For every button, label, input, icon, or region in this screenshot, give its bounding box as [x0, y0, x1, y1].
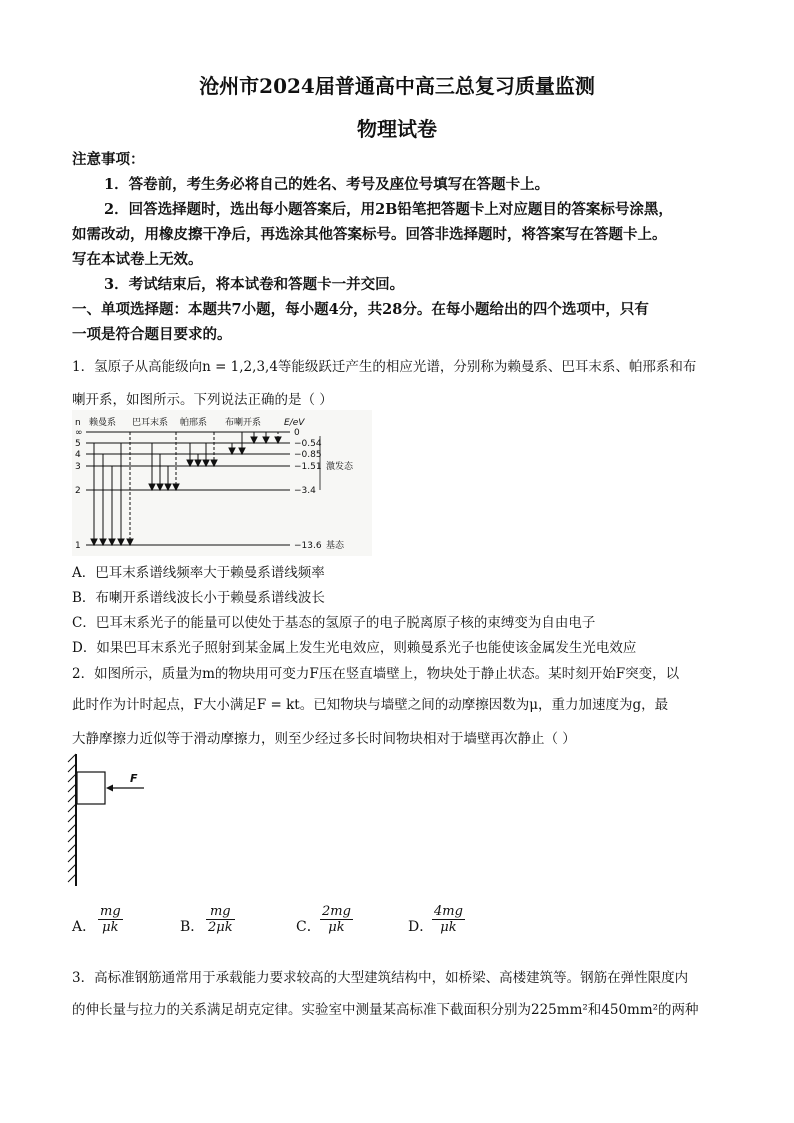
ground-state-label: 基态 [326, 541, 345, 551]
level-energy-3: −1.51 [294, 462, 322, 472]
level-energy-4: −0.85 [294, 450, 322, 460]
notice-item-2-cont: 如需改动，用橡皮擦干净后，再选涂其他答案标号。回答非选择题时，将答案写在答题卡上。 [72, 226, 667, 243]
level-n-inf: ∞ [75, 428, 83, 438]
level-n-2: 2 [75, 486, 81, 496]
excited-state-label: 激发态 [326, 462, 354, 472]
section-heading-cont: 一项是符合题目要求的。 [72, 326, 232, 343]
notice-item-2-cont2: 写在本试卷上无效。 [72, 251, 203, 268]
q2-option-c-fraction: $\frac{2mg}{\mu k}$ [322, 904, 351, 935]
notice-item-3: 3．考试结束后，将本试卷和答题卡一并交回。 [104, 276, 405, 293]
q2-stem-cont2: 大静摩擦力近似等于滑动摩擦力，则至少经过多长时间物块相对于墙壁再次静止（ ） [72, 731, 576, 747]
q1-stem-cont: 喇开系，如图所示。下列说法正确的是（ ） [72, 392, 333, 408]
notice-heading: 注意事项： [72, 151, 145, 168]
series-label-balmer: 巴耳末系 [132, 418, 169, 428]
q2-option-d-fraction: $\frac{4mg}{\mu k}$ [434, 904, 463, 935]
notice-item-1: 1．答卷前，考生务必将自己的姓名、考号及座位号填写在答题卡上。 [104, 176, 550, 193]
q2-option-b-fraction: $\frac{mg}{2\mu k}$ [208, 904, 233, 935]
q2-stem: 2．如图所示，质量为m的物块用可变力F压在竖直墙壁上，物块处于静止状态。某时刻开始F突变，以 [72, 666, 680, 682]
level-n-1: 1 [75, 541, 81, 551]
series-label-brackett: 布喇开系 [225, 418, 262, 428]
q1-option-a: A．巴耳末系谱线频率大于赖曼系谱线频率 [72, 565, 325, 581]
q2-stem-cont: 此时作为计时起点，F大小满足F = kt。已知物块与墙壁之间的动摩擦因数为μ，重力加速度为g，最 [72, 697, 669, 713]
n-axis-label: n [75, 418, 81, 428]
level-energy-5: −0.54 [294, 439, 322, 449]
q1-option-c: C．巴耳末系光子的能量可以使处于基态的氢原子的电子脱离原子核的束缚变为自由电子 [72, 615, 596, 631]
exam-subtitle: 物理试卷 [357, 117, 437, 141]
series-label-lyman: 赖曼系 [89, 418, 117, 428]
q3-stem: 3．高标准钢筋通常用于承载能力要求较高的大型建筑结构中，如桥梁、高楼建筑等。钢筋在弹性限度内 [72, 970, 689, 986]
level-n-5: 5 [75, 439, 81, 449]
level-energy-inf: 0 [294, 428, 300, 438]
level-energy-2: −3.4 [294, 486, 316, 496]
wall-block-figure [64, 752, 164, 890]
section-heading: 一、单项选择题：本题共7小题，每小题4分，共28分。在每小题给出的四个选项中，只有 [72, 301, 649, 318]
notice-item-2: 2．回答选择题时，选出每小题答案后，用2B铅笔把答题卡上对应题目的答案标号涂黑， [104, 201, 673, 218]
block [77, 772, 105, 804]
q3-stem-cont: 的伸长量与拉力的关系满足胡克定律。实验室中测量某高标准下截面积分别为225mm²和450mm²的两种 [72, 1002, 699, 1018]
q1-option-d: D．如果巴耳末系光子照射到某金属上发生光电效应，则赖曼系光子也能使该金属发生光电效应 [72, 640, 637, 656]
level-n-3: 3 [75, 462, 81, 472]
q2-option-a-fraction: $\frac{mg}{\mu k}$ [100, 904, 121, 935]
level-energy-1: −13.6 [294, 541, 322, 551]
wall-hatching [68, 754, 76, 882]
energy-level-diagram [72, 410, 372, 556]
energy-axis-label: E/eV [284, 418, 305, 428]
exam-page: 沧州市2024届普通高中高三总复习质量监测 物理试卷 注意事项： 1．答卷前，考生务必将自己的姓名、考号及座位号填写在答题卡上。 2．回答选择题时，选出每小题答案后，用2B铅笔把答题卡上对应题目的答案标号涂黑， 如需改动，用橡皮擦干净后，再选涂其他答案标号。回答非选择题时，将答案写在答题卡上。 写在本试卷上无效。 3．考试结束后，将本试卷和答题卡一并交回。 一、单项选择题：本题共7小题，每小题4分，共28分。在每小题给出的四个选项中，只有 一项是符合题目要求的。 1．氢原子从高能级向n = 1,2,3,4等能级跃迁产生的相应光谱，分别称为赖曼系、巴耳末系、帕邢系和布 喇开系，如图所示。下列说法正确的是（ ） n 赖曼系 巴耳末系 帕邢系 布喇开系 E/eV ∞ 5 4 3 2 1 0 −0.54 −0.85 −1.51 −3.4 −13.6 激发态 基态 A．巴耳末系谱线频率大于赖曼系谱线频率 B．布喇开系谱线波长小于赖曼系谱线波长 C．巴耳末系光子的能量可以使处于基态的氢原子的电子脱离原子核的束缚变为自由电子 D．如果巴耳末系光子照射到某金属上发生光电效应，则赖曼系光子也能使该金属发生光电效应 2．如图所示，质量为m的物块用可变力F压在竖直墙壁上，物块处于静止状态。某时刻开始F突变，以 此时作为计时起点，F大小满足F = kt。已知物块与墙壁之间的动摩擦因数为μ，重力加速度为g，最 大静摩擦力近似等于滑动摩擦力，则至少经过多长时间物块相对于墙壁再次静止（ ） F A． $\frac{mg}{\mu k}$ B． $\frac{mg}{2\mu k}$ C． $\frac{2mg}{\mu k}$ D． $\frac{4mg}{\mu k}$ 3．高标准钢筋通常用于承载能力要求较高的大型建筑结构中，如桥梁、高楼建筑等。钢筋在弹性限度内 的伸长量与拉力的关系满足胡克定律。实验室中测量某高标准下截面积分别为225mm²和450mm²的两种 [0, 0, 794, 1123]
series-label-paschen: 帕邢系 [180, 418, 208, 428]
exam-title: 沧州市2024届普通高中高三总复习质量监测 [199, 74, 595, 98]
force-label: F [130, 772, 138, 785]
level-n-4: 4 [75, 450, 81, 460]
q1-stem: 1．氢原子从高能级向n = 1,2,3,4等能级跃迁产生的相应光谱，分别称为赖曼系、巴耳末系、帕邢系和布 [72, 359, 697, 375]
q1-option-b: B．布喇开系谱线波长小于赖曼系谱线波长 [72, 590, 325, 606]
